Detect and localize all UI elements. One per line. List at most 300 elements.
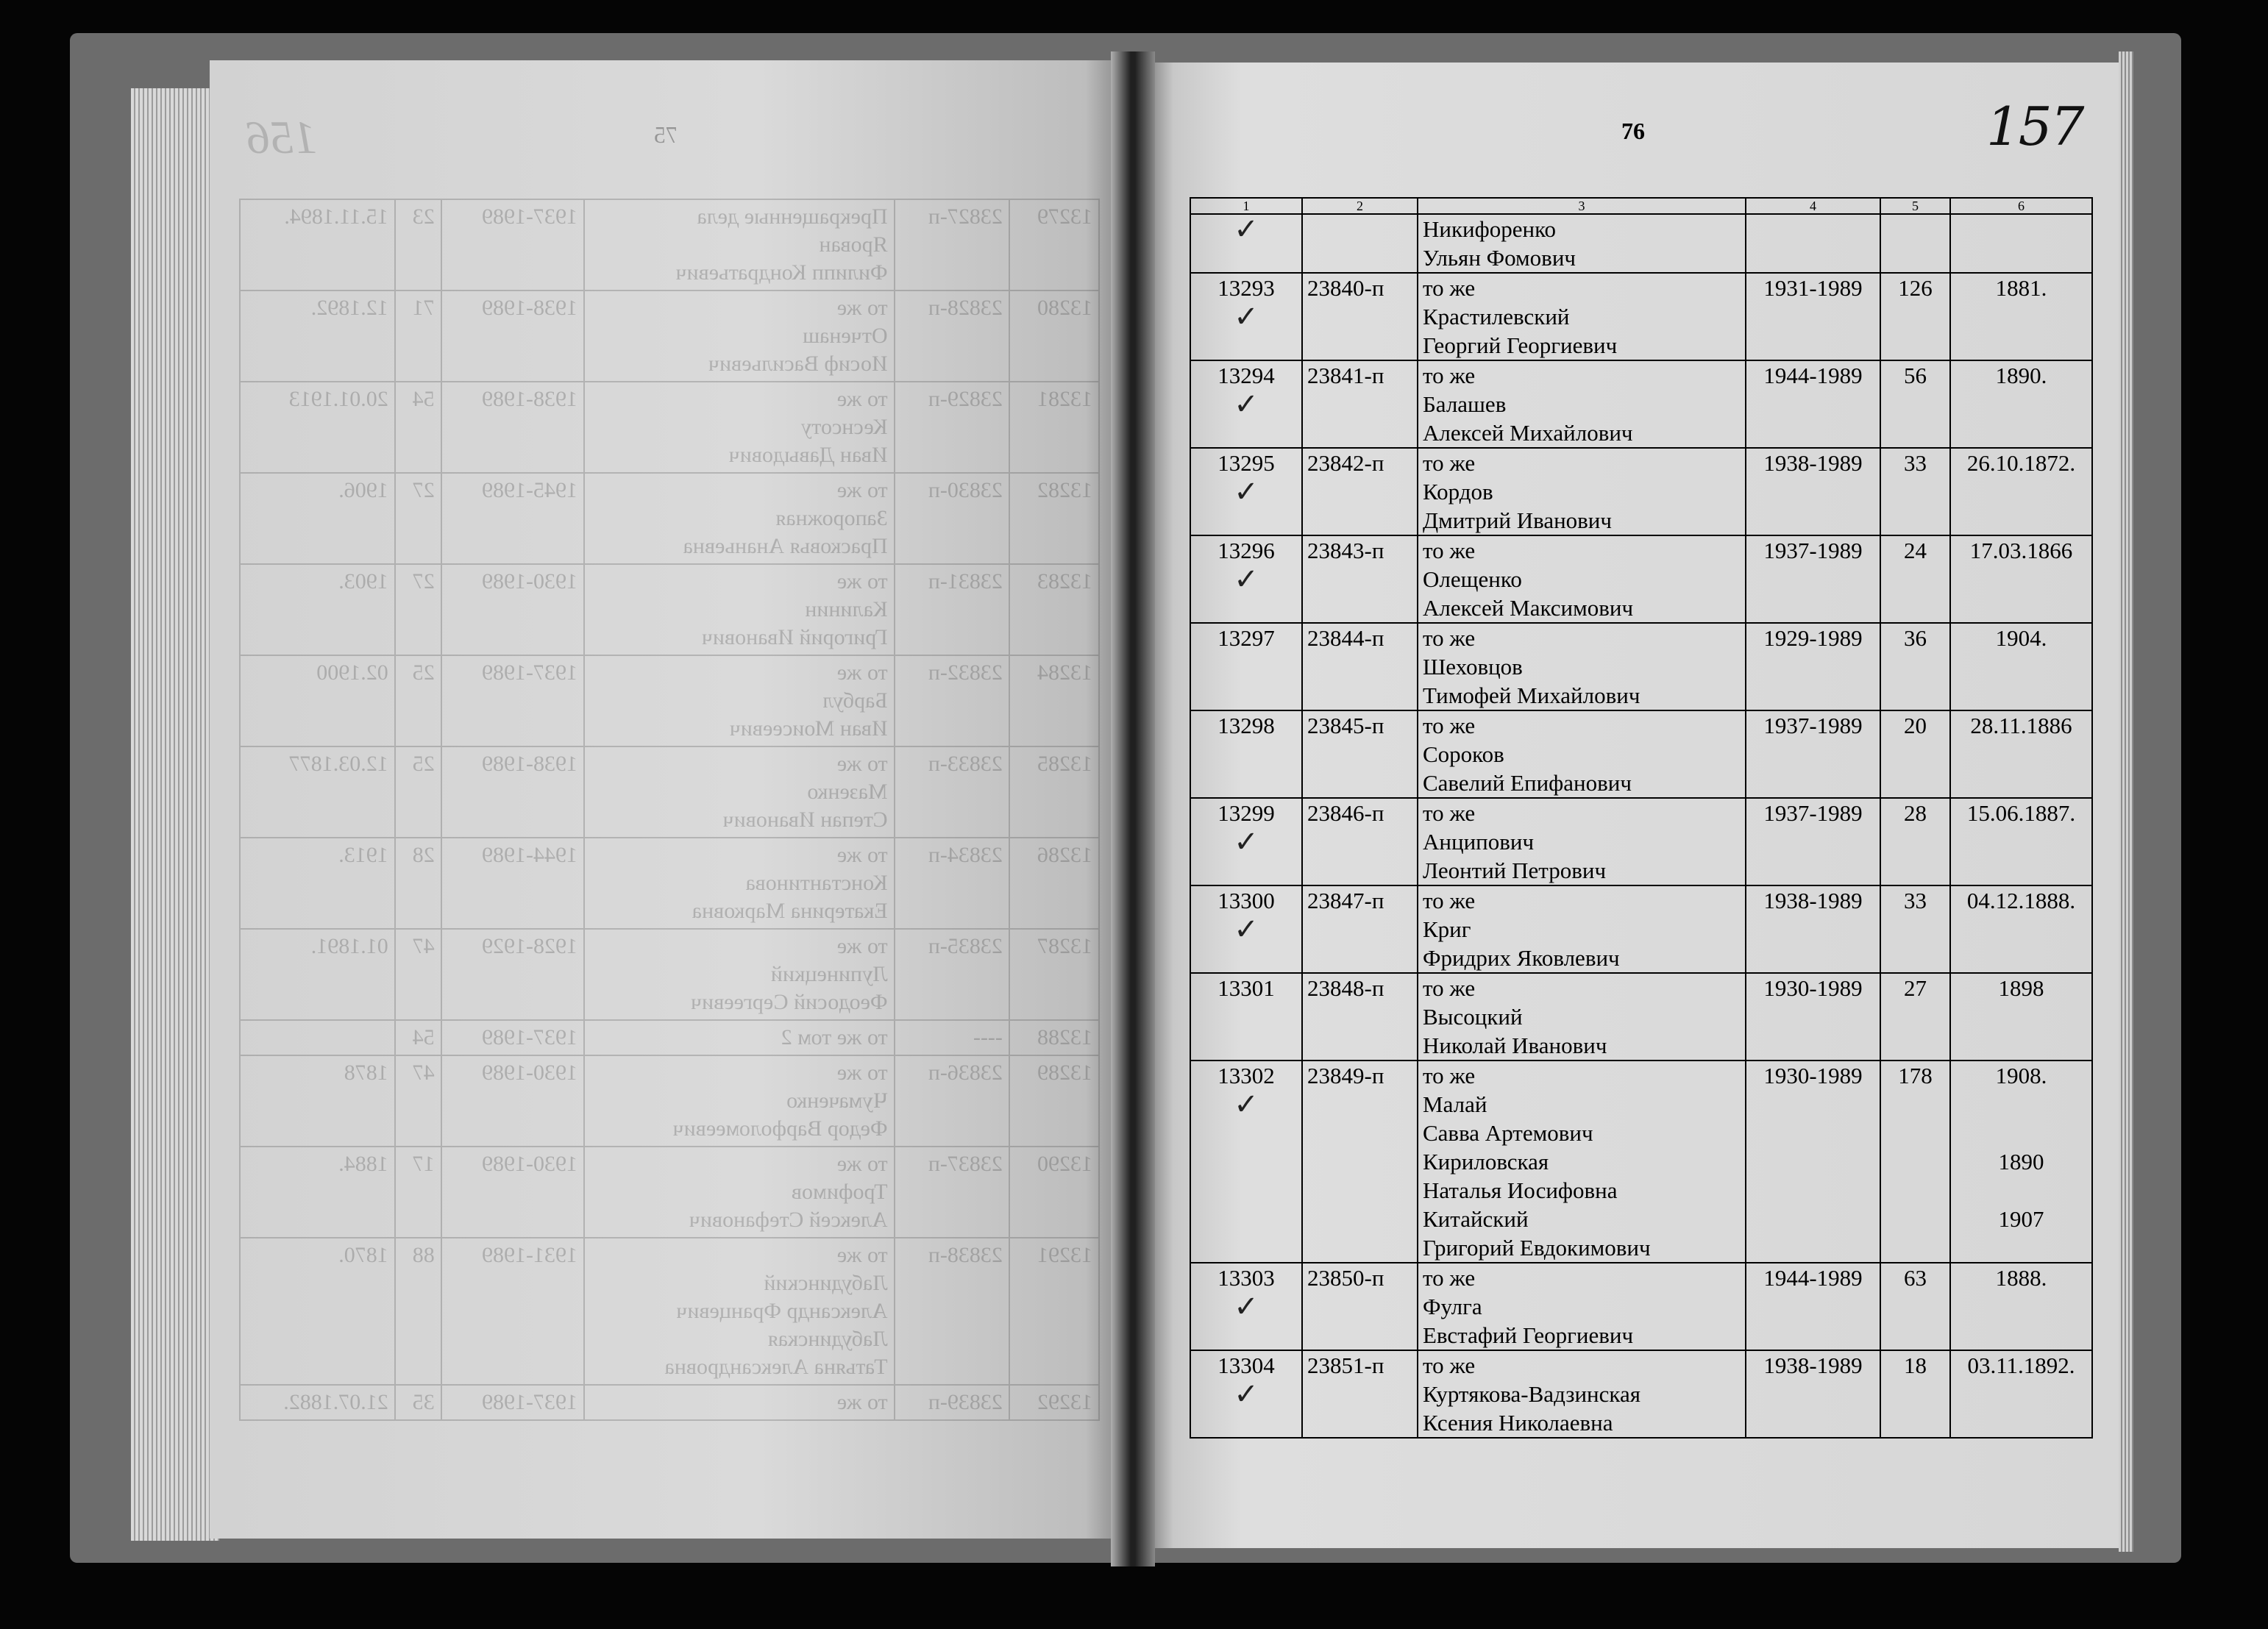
- column-number: 2: [1302, 198, 1418, 214]
- bleed-birth-date: 15.11.1894.: [240, 199, 395, 290]
- left-page-number-bleed: 75: [654, 121, 678, 148]
- bleed-record-number: 13280: [1009, 290, 1099, 382]
- bleed-row: [240, 290, 1099, 382]
- bleed-birth-date: 20.01.1913: [240, 382, 395, 473]
- record-number: 13298: [1217, 713, 1275, 738]
- bleed-case-number: 23835-п: [895, 929, 1009, 1020]
- bleed-date-range: 1937-1989: [441, 1385, 584, 1420]
- record-number-cell: [1190, 360, 1302, 448]
- left-page-bleed-through: [239, 199, 1100, 1434]
- column-number: 3: [1418, 198, 1746, 214]
- bleed-record-number: 13279: [1009, 199, 1099, 290]
- person-line: то же: [1423, 800, 1476, 826]
- person-line: то же: [1423, 1063, 1476, 1088]
- bleed-person-line: Прасковья Ананьевна: [683, 534, 888, 558]
- birth-date: [1950, 214, 2092, 273]
- bleed-person-cell: [584, 382, 895, 473]
- date-range: 1938-1989: [1746, 448, 1880, 535]
- sheet-count: [1880, 214, 1950, 273]
- bleed-person-line: то же: [836, 843, 888, 867]
- bleed-row: [240, 1020, 1099, 1055]
- column-number: 1: [1190, 198, 1302, 214]
- sheet-count: 178: [1880, 1061, 1950, 1263]
- bleed-date-range: 1937-1989: [441, 655, 584, 746]
- case-number: 23848-п: [1302, 973, 1418, 1061]
- bleed-case-number: 23830-п: [895, 473, 1009, 564]
- bleed-person-line: Степан Иванович: [722, 808, 888, 832]
- person-line: Балашев: [1423, 391, 1507, 417]
- person-cell: [1418, 1263, 1746, 1350]
- bleed-date-range: 1938-1989: [441, 290, 584, 382]
- person-line: то же: [1423, 1352, 1476, 1378]
- table-row: [1190, 798, 2092, 885]
- person-line: Савелий Епифанович: [1423, 770, 1632, 796]
- person-cell: [1418, 885, 1746, 973]
- record-number: 13295: [1217, 450, 1275, 476]
- case-number: 23846-п: [1302, 798, 1418, 885]
- case-number: 23847-п: [1302, 885, 1418, 973]
- handwritten-folio: 157: [1986, 96, 2083, 157]
- bleed-row: [240, 473, 1099, 564]
- bleed-person-line: то же: [836, 660, 888, 685]
- bleed-birth-date: 12.1892.: [240, 290, 395, 382]
- record-number-cell: [1190, 798, 1302, 885]
- bleed-person-cell: [584, 199, 895, 290]
- person-line: Ксения Николаевна: [1423, 1410, 1613, 1436]
- bleed-person-line: то же: [836, 1152, 888, 1176]
- bleed-person-line: то же: [836, 1390, 888, 1414]
- person-line: Григорий Евдокимович: [1423, 1235, 1651, 1261]
- book-gutter: [1111, 51, 1155, 1566]
- bleed-record-number: 13289: [1009, 1055, 1099, 1147]
- record-number: 13294: [1217, 363, 1275, 388]
- bleed-row: [240, 1238, 1099, 1385]
- bleed-sheet-count: 47: [395, 1055, 441, 1147]
- bleed-record-number: 13282: [1009, 473, 1099, 564]
- date-range: 1938-1989: [1746, 885, 1880, 973]
- person-line: то же: [1423, 275, 1476, 301]
- bleed-birth-date: 1903.: [240, 564, 395, 655]
- bleed-case-number: 23827-п: [895, 199, 1009, 290]
- person-line: Куртякова-Вадзинская: [1423, 1381, 1641, 1407]
- record-number-cell: [1190, 973, 1302, 1061]
- case-number: [1302, 214, 1418, 273]
- bleed-sheet-count: 23: [395, 199, 441, 290]
- case-number: 23845-п: [1302, 710, 1418, 798]
- bleed-person-line: то же: [836, 569, 888, 594]
- sheet-count: 33: [1880, 448, 1950, 535]
- bleed-person-cell: [584, 929, 895, 1020]
- bleed-record-number: 13283: [1009, 564, 1099, 655]
- person-line: то же: [1423, 363, 1476, 388]
- person-line: Малай: [1423, 1091, 1487, 1117]
- record-number-cell: [1190, 1263, 1302, 1350]
- bleed-sheet-count: 71: [395, 290, 441, 382]
- bleed-person-line: Филипп Кондратьевич: [675, 260, 888, 285]
- bleed-person-line: то же: [836, 1061, 888, 1085]
- bleed-person-line: Константинова: [745, 871, 888, 895]
- person-line: Наталья Иосифовна: [1423, 1177, 1618, 1203]
- table-row: [1190, 710, 2092, 798]
- record-number: 13299: [1217, 800, 1275, 826]
- bleed-case-number: 23828-п: [895, 290, 1009, 382]
- bleed-birth-date: 12.03.1877: [240, 746, 395, 838]
- bleed-case-number: 23831-п: [895, 564, 1009, 655]
- bleed-birth-date: 1878: [240, 1055, 395, 1147]
- sheet-count: 27: [1880, 973, 1950, 1061]
- person-line: Высоцкий: [1423, 1004, 1523, 1030]
- birth-date-line: [1955, 1090, 2087, 1119]
- record-number-cell: [1190, 273, 1302, 360]
- sheet-count: 56: [1880, 360, 1950, 448]
- birth-date-line: 1890: [1998, 1149, 2044, 1174]
- bleed-row: [240, 838, 1099, 929]
- date-range: 1944-1989: [1746, 1263, 1880, 1350]
- bleed-row: [240, 655, 1099, 746]
- bleed-person-cell: [584, 655, 895, 746]
- person-cell: [1418, 798, 1746, 885]
- birth-date-line: 1907: [1998, 1206, 2044, 1232]
- person-line: Савва Артемович: [1423, 1120, 1593, 1146]
- bleed-row: [240, 1055, 1099, 1147]
- bleed-date-range: 1930-1989: [441, 1055, 584, 1147]
- bleed-person-cell: [584, 290, 895, 382]
- bleed-date-range: 1937-1989: [441, 199, 584, 290]
- sheet-count: 36: [1880, 623, 1950, 710]
- person-line: Леонтий Петрович: [1423, 858, 1607, 883]
- person-cell: [1418, 214, 1746, 273]
- sheet-count: 33: [1880, 885, 1950, 973]
- check-mark-icon: ✓: [1234, 913, 1259, 947]
- person-line: Криг: [1423, 916, 1471, 942]
- bleed-person-line: Татьяна Александровна: [664, 1355, 888, 1379]
- bleed-row: [240, 199, 1099, 290]
- table-row: [1190, 973, 2092, 1061]
- check-mark-icon: ✓: [1234, 825, 1259, 859]
- person-line: то же: [1423, 1265, 1476, 1291]
- sheet-count: 63: [1880, 1263, 1950, 1350]
- bleed-record-number: 13284: [1009, 655, 1099, 746]
- bleed-person-line: Калинин: [805, 597, 888, 621]
- bleed-person-line: то же том 2: [781, 1025, 888, 1049]
- birth-date: 1904.: [1950, 623, 2092, 710]
- bleed-case-number: 23836-п: [895, 1055, 1009, 1147]
- person-line: Китайский: [1423, 1206, 1529, 1232]
- birth-date-line: 1908.: [1995, 1063, 2047, 1088]
- person-line: Евстафий Георгиевич: [1423, 1322, 1634, 1348]
- bleed-sheet-count: 54: [395, 1020, 441, 1055]
- left-folio-bleed: 156: [246, 111, 317, 163]
- page-edges-left: [131, 88, 219, 1541]
- person-line: то же: [1423, 450, 1476, 476]
- birth-date: 1881.: [1950, 273, 2092, 360]
- bleed-person-cell: [584, 564, 895, 655]
- person-line: Дмитрий Иванович: [1423, 507, 1612, 533]
- table-row: [1190, 360, 2092, 448]
- person-cell: [1418, 1350, 1746, 1438]
- check-mark-icon: ✓: [1234, 1290, 1259, 1324]
- bleed-person-line: Феодосий Сергеевич: [691, 990, 888, 1014]
- bleed-date-range: 1937-1989: [441, 1020, 584, 1055]
- case-number: 23840-п: [1302, 273, 1418, 360]
- bleed-person-line: то же: [836, 296, 888, 320]
- date-range: 1944-1989: [1746, 360, 1880, 448]
- check-mark-icon: ✓: [1234, 1088, 1259, 1122]
- record-number: 13304: [1217, 1352, 1275, 1378]
- date-range: 1937-1989: [1746, 535, 1880, 623]
- table-row: [1190, 535, 2092, 623]
- bleed-person-line: Лупинецкий: [770, 962, 888, 986]
- person-line: то же: [1423, 713, 1476, 738]
- archive-ledger-table: [1190, 197, 2093, 1439]
- column-number-row: [1190, 198, 2092, 214]
- record-number: 13297: [1217, 625, 1275, 651]
- birth-date: 04.12.1888.: [1950, 885, 2092, 973]
- bleed-person-line: Мазенко: [807, 780, 888, 804]
- person-line: Фулга: [1423, 1294, 1482, 1319]
- bleed-sheet-count: 35: [395, 1385, 441, 1420]
- case-number: 23843-п: [1302, 535, 1418, 623]
- page-edges-right: [2119, 51, 2133, 1552]
- birth-date: 1898: [1950, 973, 2092, 1061]
- bleed-person-line: Александр Францевич: [676, 1299, 888, 1323]
- bleed-person-line: то же: [836, 478, 888, 502]
- bleed-date-range: 1938-1989: [441, 746, 584, 838]
- person-cell: [1418, 973, 1746, 1061]
- bleed-row: [240, 564, 1099, 655]
- birth-date: 28.11.1886: [1950, 710, 2092, 798]
- person-line: то же: [1423, 888, 1476, 913]
- bleed-sheet-count: 28: [395, 838, 441, 929]
- bleed-birth-date: 02.1900: [240, 655, 395, 746]
- person-line: Николай Иванович: [1423, 1033, 1607, 1058]
- person-line: Анципович: [1423, 829, 1535, 855]
- sheet-count: 24: [1880, 535, 1950, 623]
- record-number: 13302: [1217, 1063, 1275, 1088]
- bleed-birth-date: [240, 1020, 395, 1055]
- bleed-person-line: Лабудинская: [767, 1327, 888, 1351]
- person-cell: [1418, 535, 1746, 623]
- record-number: 13303: [1217, 1265, 1275, 1291]
- person-line: Ульян Фомович: [1423, 245, 1576, 271]
- bleed-record-number: 13285: [1009, 746, 1099, 838]
- bleed-row: [240, 1147, 1099, 1238]
- birth-date: 15.06.1887.: [1950, 798, 2092, 885]
- bleed-person-line: Чумаченко: [786, 1088, 888, 1113]
- bleed-person-line: Отченаш: [803, 324, 888, 348]
- bleed-person-line: то же: [836, 934, 888, 958]
- bleed-person-line: то же: [836, 387, 888, 411]
- birth-date-line: [1955, 1119, 2087, 1147]
- record-number-cell: [1190, 448, 1302, 535]
- person-line: Кириловская: [1423, 1149, 1549, 1174]
- bleed-record-number: 13291: [1009, 1238, 1099, 1385]
- check-mark-icon: ✓: [1234, 563, 1259, 596]
- bleed-sheet-count: 27: [395, 473, 441, 564]
- table-row: [1190, 448, 2092, 535]
- date-range: 1930-1989: [1746, 1061, 1880, 1263]
- check-mark-icon: ✓: [1234, 213, 1259, 246]
- check-mark-icon: ✓: [1234, 300, 1259, 334]
- bleed-row: [240, 1385, 1099, 1420]
- bleed-person-cell: [584, 1238, 895, 1385]
- record-number-cell: [1190, 1350, 1302, 1438]
- case-number: 23844-п: [1302, 623, 1418, 710]
- bleed-sheet-count: 17: [395, 1147, 441, 1238]
- bleed-person-line: то же: [836, 1243, 888, 1267]
- bleed-birth-date: 1913.: [240, 838, 395, 929]
- person-line: Алексей Максимович: [1423, 595, 1634, 621]
- date-range: 1931-1989: [1746, 273, 1880, 360]
- case-number: 23850-п: [1302, 1263, 1418, 1350]
- date-range: 1938-1989: [1746, 1350, 1880, 1438]
- birth-date-line: [1955, 1233, 2087, 1262]
- bleed-case-number: 23829-п: [895, 382, 1009, 473]
- sheet-count: 126: [1880, 273, 1950, 360]
- bleed-case-number: 23832-п: [895, 655, 1009, 746]
- birth-date: 1888.: [1950, 1263, 2092, 1350]
- birth-date-line: [1955, 1176, 2087, 1205]
- bleed-record-number: 13281: [1009, 382, 1099, 473]
- page-number: 76: [1621, 118, 1645, 144]
- table-row: [1190, 1263, 2092, 1350]
- bleed-row: [240, 929, 1099, 1020]
- bleed-date-range: 1930-1989: [441, 564, 584, 655]
- table-row: [1190, 273, 2092, 360]
- date-range: [1746, 214, 1880, 273]
- bleed-person-line: Кеснсоту: [800, 415, 888, 439]
- bleed-person-line: то же: [836, 752, 888, 776]
- bleed-sheet-count: 25: [395, 655, 441, 746]
- date-range: 1929-1989: [1746, 623, 1880, 710]
- record-number: 13296: [1217, 538, 1275, 563]
- case-number: 23851-п: [1302, 1350, 1418, 1438]
- case-number: 23841-п: [1302, 360, 1418, 448]
- person-cell: [1418, 623, 1746, 710]
- person-line: Тимофей Михайлович: [1423, 682, 1640, 708]
- bleed-row: [240, 746, 1099, 838]
- bleed-date-range: 1928-1929: [441, 929, 584, 1020]
- column-number: 6: [1950, 198, 2092, 214]
- record-number: 13293: [1217, 275, 1275, 301]
- date-range: 1930-1989: [1746, 973, 1880, 1061]
- bleed-person-line: Лабудинский: [764, 1271, 888, 1295]
- sheet-count: 18: [1880, 1350, 1950, 1438]
- case-number: 23849-п: [1302, 1061, 1418, 1263]
- person-line: то же: [1423, 975, 1476, 1001]
- bleed-case-number: 23839-п: [895, 1385, 1009, 1420]
- bleed-sheet-count: 27: [395, 564, 441, 655]
- bleed-date-range: 1938-1989: [441, 382, 584, 473]
- bleed-date-range: 1930-1989: [441, 1147, 584, 1238]
- bleed-person-cell: [584, 746, 895, 838]
- bleed-case-number: ----: [895, 1020, 1009, 1055]
- bleed-person-line: Трофимов: [791, 1180, 888, 1204]
- birth-date: 1890.: [1950, 360, 2092, 448]
- check-mark-icon: ✓: [1234, 1377, 1259, 1411]
- record-number-cell: [1190, 535, 1302, 623]
- sheet-count: 20: [1880, 710, 1950, 798]
- bleed-person-line: Екатерина Марковна: [692, 899, 888, 923]
- check-mark-icon: ✓: [1234, 475, 1259, 509]
- date-range: 1937-1989: [1746, 798, 1880, 885]
- bleed-record-number: 13286: [1009, 838, 1099, 929]
- column-number: 5: [1880, 198, 1950, 214]
- person-cell: [1418, 273, 1746, 360]
- bleed-person-cell: [584, 473, 895, 564]
- bleed-date-range: 1944-1989: [441, 838, 584, 929]
- person-line: Алексей Михайлович: [1423, 420, 1633, 446]
- bleed-person-line: Ярован: [819, 232, 888, 257]
- person-cell: [1418, 448, 1746, 535]
- bleed-person-line: Барбул: [822, 688, 888, 713]
- bleed-person-line: Запорожная: [775, 506, 888, 530]
- bleed-birth-date: 1884.: [240, 1147, 395, 1238]
- record-number: 13301: [1217, 975, 1275, 1001]
- bleed-birth-date: 01.1891.: [240, 929, 395, 1020]
- bleed-record-number: 13288: [1009, 1020, 1099, 1055]
- record-number-cell: [1190, 710, 1302, 798]
- person-cell: [1418, 1061, 1746, 1263]
- person-cell: [1418, 360, 1746, 448]
- date-range: 1937-1989: [1746, 710, 1880, 798]
- bleed-sheet-count: 25: [395, 746, 441, 838]
- bleed-record-number: 13287: [1009, 929, 1099, 1020]
- record-number-cell: [1190, 1061, 1302, 1263]
- bleed-record-number: 13290: [1009, 1147, 1099, 1238]
- bleed-person-cell: [584, 1147, 895, 1238]
- bleed-person-cell: [584, 1055, 895, 1147]
- record-number-cell: [1190, 885, 1302, 973]
- birth-date: 03.11.1892.: [1950, 1350, 2092, 1438]
- record-number-cell: [1190, 214, 1302, 273]
- bleed-person-cell: [584, 1385, 895, 1420]
- person-cell: [1418, 710, 1746, 798]
- birth-date: [1950, 1061, 2092, 1263]
- bleed-date-range: 1945-1989: [441, 473, 584, 564]
- table-row: [1190, 1350, 2092, 1438]
- bleed-birth-date: 1870.: [240, 1238, 395, 1385]
- record-number: 13300: [1217, 888, 1275, 913]
- bleed-person-cell: [584, 1020, 895, 1055]
- bleed-person-line: Иван Давыдович: [728, 443, 888, 467]
- bleed-birth-date: 1906.: [240, 473, 395, 564]
- table-row: [1190, 623, 2092, 710]
- bleed-person-line: Федор Варфоломеевич: [672, 1116, 888, 1141]
- birth-date: 17.03.1866: [1950, 535, 2092, 623]
- bleed-record-number: 13292: [1009, 1385, 1099, 1420]
- bleed-sheet-count: 47: [395, 929, 441, 1020]
- bleed-row: [240, 382, 1099, 473]
- record-number-cell: [1190, 623, 1302, 710]
- table-row: [1190, 214, 2092, 273]
- left-ledger-bleed: [239, 199, 1100, 1421]
- bleed-person-line: Прекращенные дела: [697, 204, 888, 229]
- bleed-sheet-count: 54: [395, 382, 441, 473]
- check-mark-icon: ✓: [1234, 388, 1259, 421]
- person-line: Олещенко: [1423, 566, 1522, 592]
- bleed-case-number: 23838-п: [895, 1238, 1009, 1385]
- person-line: Кордов: [1423, 479, 1493, 505]
- sheet-count: 28: [1880, 798, 1950, 885]
- bleed-person-cell: [584, 838, 895, 929]
- person-line: Сороков: [1423, 741, 1504, 767]
- bleed-person-line: Алексей Стефанович: [689, 1208, 888, 1232]
- bleed-person-line: Иосиф Васильевич: [708, 352, 888, 376]
- column-number: 4: [1746, 198, 1880, 214]
- person-line: Никифоренко: [1423, 216, 1557, 242]
- person-line: Шеховцов: [1423, 654, 1523, 680]
